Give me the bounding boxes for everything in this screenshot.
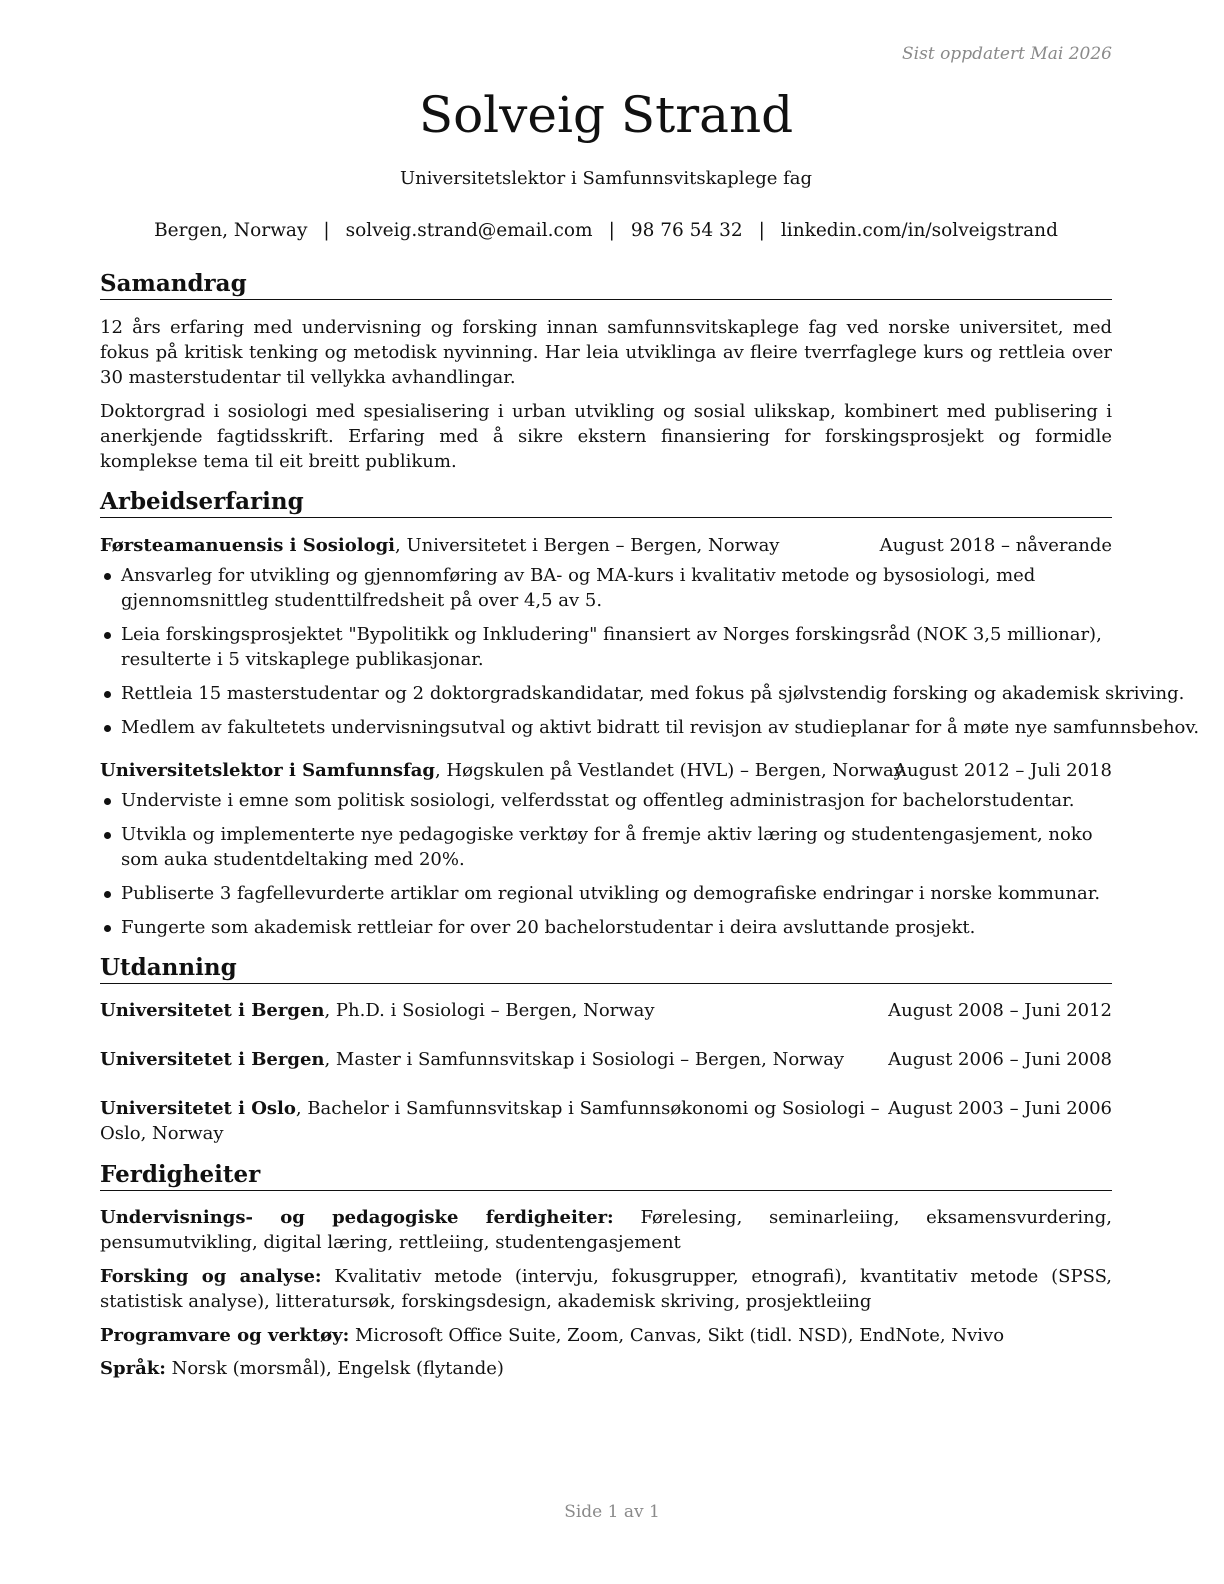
contact-separator: |: [608, 220, 615, 241]
skill-label: Forsking og analyse:: [100, 1266, 322, 1287]
section-title-experience: Arbeidserfaring: [100, 488, 1112, 518]
job-org: , Universitetet i Bergen – Bergen, Norway: [395, 535, 780, 556]
job-bullet: Rettleia 15 masterstudentar og 2 doktorgradskandidatar, med fokus på sjølvstendig forsking og akademisk skriving.: [100, 681, 1112, 706]
contact-separator: |: [758, 220, 765, 241]
contact-line: [100, 220, 1112, 241]
job-bullet: Underviste i emne som politisk sosiologi, velferdsstat og offentleg administrasjon for bachelorstudentar.: [100, 788, 1112, 813]
job-dates: August 2012 – Juli 2018: [893, 760, 1112, 781]
job-bullets: [100, 563, 1200, 749]
skill-item: [100, 1356, 1112, 1381]
education-item: [100, 998, 1112, 1023]
job-bullet: Medlem av fakultetets undervisningsutval og aktivt bidratt til revisjon av studieplanar for å møte nye samfunnsbehov.: [100, 715, 1112, 740]
education-detail: , Ph.D. i Sosiologi – Bergen, Norway: [324, 1000, 655, 1021]
skill-text: Kvalitativ metode (intervju, fokusgrupper, etnografi), kvantitativ metode (SPSS, statistisk analyse), litteratursøk, forskingsdesign, akademisk skriving, prosjektleiing: [100, 1266, 1113, 1312]
summary-paragraph: 12 års erfaring med undervisning og forsking innan samfunnsvitskaplege fag ved norske universitet, med fokus på kritisk tenking og metodisk nyvinning. Har leia utviklinga av fleire tverrfaglege kurs og rettleia over 30 masterstudentar til vellykka avhandlingar.: [100, 317, 1112, 388]
education-school: Universitetet i Bergen: [100, 1049, 325, 1070]
job-bullet: Ansvarleg for utvikling og gjennomføring av BA- og MA-kurs i kvalitativ metode og bysosiologi, med gjennomsnittleg studenttilfredsheit på over 4,5 av 5.: [100, 563, 1112, 613]
contact-linkedin[interactable]: linkedin.com/in/solveigstrand: [780, 220, 1058, 241]
job-dates: August 2018 – nåverande: [879, 535, 1112, 556]
candidate-name: Solveig Strand: [418, 86, 794, 144]
skill-label: Programvare og verktøy:: [100, 1325, 350, 1346]
job-bullet: Fungerte som akademisk rettleiar for over 20 bachelorstudentar i deira avsluttande prosjekt.: [100, 915, 1112, 940]
skill-text: Norsk (morsmål), Engelsk (flytande): [165, 1358, 504, 1379]
page-number: Side 1 av 1: [564, 1502, 660, 1522]
education-dates: August 2006 – Juni 2008: [888, 1049, 1112, 1070]
education-school: Universitetet i Oslo: [100, 1098, 296, 1119]
contact-separator: |: [323, 220, 330, 241]
education-item: [100, 1047, 1112, 1072]
contact-phone: 98 76 54 32: [630, 220, 743, 241]
education-detail: , Master i Samfunnsvitskap i Sosiologi – Bergen, Norway: [324, 1049, 845, 1070]
education-dates: August 2008 – Juni 2012: [888, 1000, 1112, 1021]
skill-label: Undervisnings- og pedagogiske ferdigheiter:: [100, 1207, 614, 1228]
section-title-education: Utdanning: [100, 954, 1112, 984]
education-dates: August 2003 – Juni 2006: [888, 1098, 1112, 1119]
job-bullets: [100, 788, 1112, 949]
skill-item: [100, 1264, 1112, 1314]
summary-paragraph: Doktorgrad i sosiologi med spesialisering i urban utvikling og sosial ulikskap, kombinert med publisering i anerkjende fagtidsskrift. Erfaring med å sikre ekstern finansiering for forskingsprosjekt og formidle komplekse tema til eit breitt publikum.: [100, 401, 1112, 472]
job-role: Universitetslektor i Samfunnsfag: [100, 760, 435, 781]
skill-item: [100, 1323, 1112, 1348]
job-org: , Høgskulen på Vestlandet (HVL) – Bergen, Norway: [434, 760, 904, 781]
last-updated: Sist oppdatert Mai 2026: [902, 44, 1112, 64]
skill-text: Førelesing, seminarleiing, eksamensvurdering, pensumutvikling, digital læring, rettleiing, studentengasjement: [100, 1207, 1112, 1253]
job-bullet: Utvikla og implementerte nye pedagogiske verktøy for å fremje aktiv læring og studentengasjement, noko som auka studentdeltaking med 20%.: [100, 822, 1112, 872]
section-title-skills: Ferdigheiter: [100, 1161, 1112, 1191]
job-bullet: Publiserte 3 fagfellevurderte artiklar om regional utvikling og demografiske endringar i norske kommunar.: [100, 881, 1112, 906]
job-role: Førsteamanuensis i Sosiologi: [100, 535, 395, 556]
skill-label: Språk:: [100, 1358, 166, 1379]
candidate-title: Universitetslektor i Samfunnsvitskaplege fag: [399, 168, 813, 189]
education-school: Universitetet i Bergen: [100, 1000, 325, 1021]
section-title-summary: Samandrag: [100, 270, 1112, 300]
job-bullet: Leia forskingsprosjektet "Bypolitikk og Inkludering" finansiert av Norges forskingsråd (NOK 3,5 millionar), resulterte i 5 vitskaplege publikasjonar.: [100, 622, 1112, 672]
education-detail: , Bachelor i Samfunnsvitskap i Samfunnsøkonomi og Sosiologi – Oslo, Norway: [100, 1098, 880, 1144]
contact-location: Bergen, Norway: [154, 220, 308, 241]
contact-email[interactable]: solveig.strand@email.com: [345, 220, 593, 241]
skill-text: Microsoft Office Suite, Zoom, Canvas, Sikt (tidl. NSD), EndNote, Nvivo: [349, 1325, 1005, 1346]
education-item: [100, 1096, 1112, 1146]
skill-item: [100, 1205, 1112, 1255]
